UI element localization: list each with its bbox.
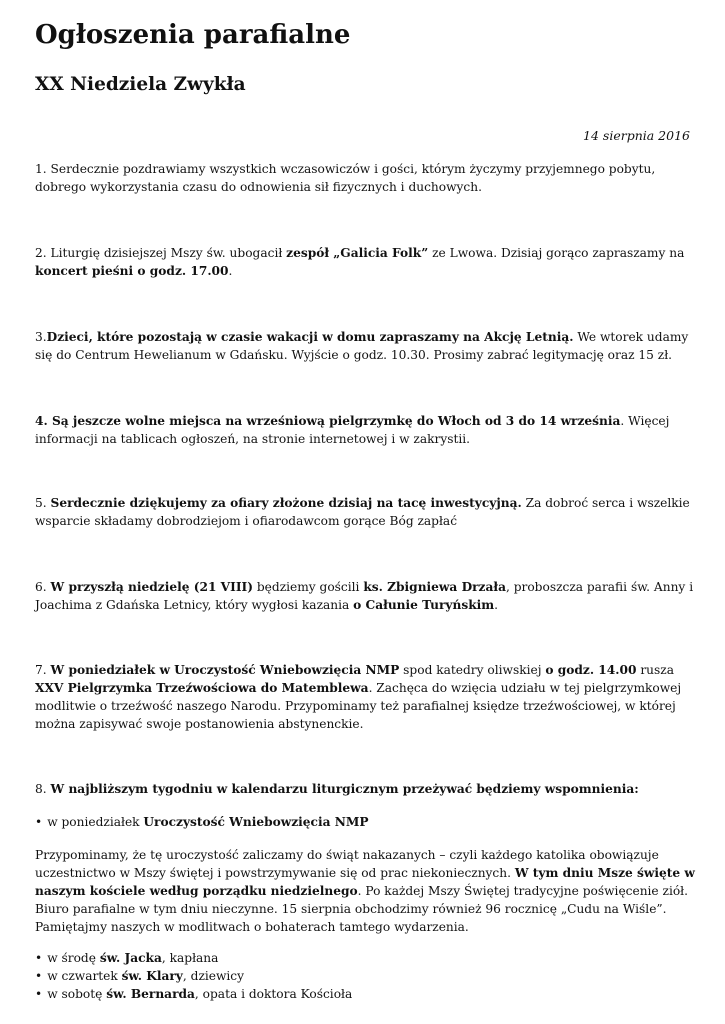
announcement-1: [35, 160, 695, 196]
announcement-8-bold: W najbliższym tygodniu w kalendarzu liturgicznym przeżywać będziemy wspomnienia:: [50, 782, 639, 796]
announcement-8: [35, 780, 695, 798]
announcement-7-bold: XXV Pielgrzymka Trzeźwościowa do Matemblewa: [35, 681, 369, 695]
list-item-text: , dziewicy: [182, 969, 245, 983]
announcement-5-bold: Serdecznie dziękujemy za ofiary złożone dzisiaj na tacę inwestycyjną.: [50, 496, 522, 510]
announcement-7-bold: W poniedziałek w Uroczystość Wniebowzięcia NMP: [50, 663, 400, 677]
announcement-6-text: będziemy gościli: [253, 580, 364, 594]
announcement-3-text: We wtorek udamy się do Centrum Hewelianum w Gdańsku. Wyjście o godz. 10.30. Prosimy zabrać legitymację oraz 15 zł.: [35, 330, 689, 362]
announcement-6: [35, 578, 695, 614]
announcement-7-text: rusza: [636, 663, 674, 677]
announcement-4: [35, 412, 695, 448]
announcement-7-text: . Zachęca do wzięcia udziału w tej pielgrzymkowej modlitwie o trzeźwość naszego Narodu. Przypominamy też parafialnej księdze trzeźwościowej, w której można zapisywać swoje postanowienia abstynenckie.: [35, 681, 682, 731]
list-item-text: w sobotę: [47, 987, 107, 1001]
page-title: Ogłoszenia parafialne: [35, 20, 351, 50]
list-item-bold: Uroczystość Wniebowzięcia NMP: [143, 815, 369, 829]
list-item-text: w poniedziałek: [47, 815, 144, 829]
announcement-1-text: 1. Serdecznie pozdrawiamy wszystkich wczasowiczów i gości, którym życzymy przyjemnego pobytu, dobrego wykorzystania czasu do odnowienia sił fizycznych i duchowych.: [35, 162, 656, 194]
announcement-5-text: Za dobroć serca i wszelkie wsparcie składamy dobrodziejom i ofiarodawcom gorące Bóg zapłać: [35, 496, 690, 528]
list-item-text: , kapłana: [161, 951, 219, 965]
announcement-4-text: . Więcej informacji na tablicach ogłoszeń, na stronie internetowej i w zakrystii.: [35, 414, 670, 446]
list-item-wednesday: [35, 949, 695, 967]
announcement-date: 14 sierpnia 2016: [583, 128, 690, 143]
reminder-paragraph: [35, 846, 695, 936]
announcement-3-text: 3.: [35, 330, 47, 344]
announcement-6-bold: ks. Zbigniewa Drzała: [363, 580, 506, 594]
announcement-6-bold: o Całunie Turyńskim: [353, 598, 495, 612]
list-item-bold: św. Klary: [121, 969, 183, 983]
announcement-7-text: spod katedry oliwskiej: [399, 663, 546, 677]
list-item-thursday: [35, 967, 695, 985]
bullet-icon: •: [35, 951, 43, 965]
announcement-2-text: 2. Liturgię dzisiejszej Mszy św. ubogacił: [35, 246, 287, 260]
announcement-7-bold: o godz. 14.00: [545, 663, 637, 677]
announcement-3-bold: Dzieci, które pozostają w czasie wakacji w domu zapraszamy na Akcję Letnią.: [46, 330, 574, 344]
announcement-6-text: .: [494, 598, 499, 612]
bullet-icon: •: [35, 969, 43, 983]
announcement-7-text: 7.: [35, 663, 51, 677]
announcement-2-text: .: [228, 264, 233, 278]
list-item-saturday: [35, 985, 695, 1003]
announcement-6-text: 6.: [35, 580, 51, 594]
page-subtitle: XX Niedziela Zwykła: [35, 74, 246, 95]
announcement-7: [35, 661, 695, 733]
reminder-text: Przypominamy, że tę uroczystość zaliczamy do świąt nakazanych – czyli każdego katolika obowiązuje uczestnictwo w Mszy świętej i powstrzymywanie się od prac niekoniecznych.: [35, 848, 659, 880]
announcement-4-bold: 4. Są jeszcze wolne miejsca na wrześniową pielgrzymkę do Włoch od 3 do 14 września: [35, 414, 621, 428]
announcement-6-text: , proboszcza parafii św. Anny i Joachima z Gdańska Letnicy, który wygłosi kazania: [35, 580, 694, 612]
announcement-8-text: 8.: [35, 782, 51, 796]
list-item-text: , opata i doktora Kościoła: [194, 987, 353, 1001]
announcement-5-text: 5.: [35, 496, 51, 510]
bullet-icon: •: [35, 987, 43, 1001]
announcement-6-bold: W przyszłą niedzielę (21 VIII): [50, 580, 253, 594]
announcement-2-bold: zespół „Galicia Folk”: [286, 246, 429, 260]
announcement-5: [35, 494, 695, 530]
list-item-monday: [35, 813, 695, 831]
list-item-bold: św. Jacka: [99, 951, 162, 965]
list-item-text: w środę: [47, 951, 100, 965]
reminder-bold: W tym dniu Msze święte w naszym kościele według porządku niedzielnego: [35, 866, 695, 898]
announcement-3: [35, 328, 695, 364]
list-item-text: w czwartek: [47, 969, 122, 983]
announcement-2-bold: koncert pieśni o godz. 17.00: [35, 264, 229, 278]
announcement-2-text: ze Lwowa. Dzisiaj gorąco zapraszamy na: [428, 246, 685, 260]
list-item-bold: św. Bernarda: [106, 987, 195, 1001]
reminder-text: . Po każdej Mszy Świętej tradycyjne poświęcenie ziół. Biuro parafialne w tym dniu nieczynne. 15 sierpnia obchodzimy również 96 rocznicę „Cudu na Wiśle”. Pamiętajmy naszych w modlitwach o bohaterach tamtego wydarzenia.: [35, 884, 689, 934]
bullet-icon: •: [35, 815, 43, 829]
announcement-2: [35, 244, 695, 280]
